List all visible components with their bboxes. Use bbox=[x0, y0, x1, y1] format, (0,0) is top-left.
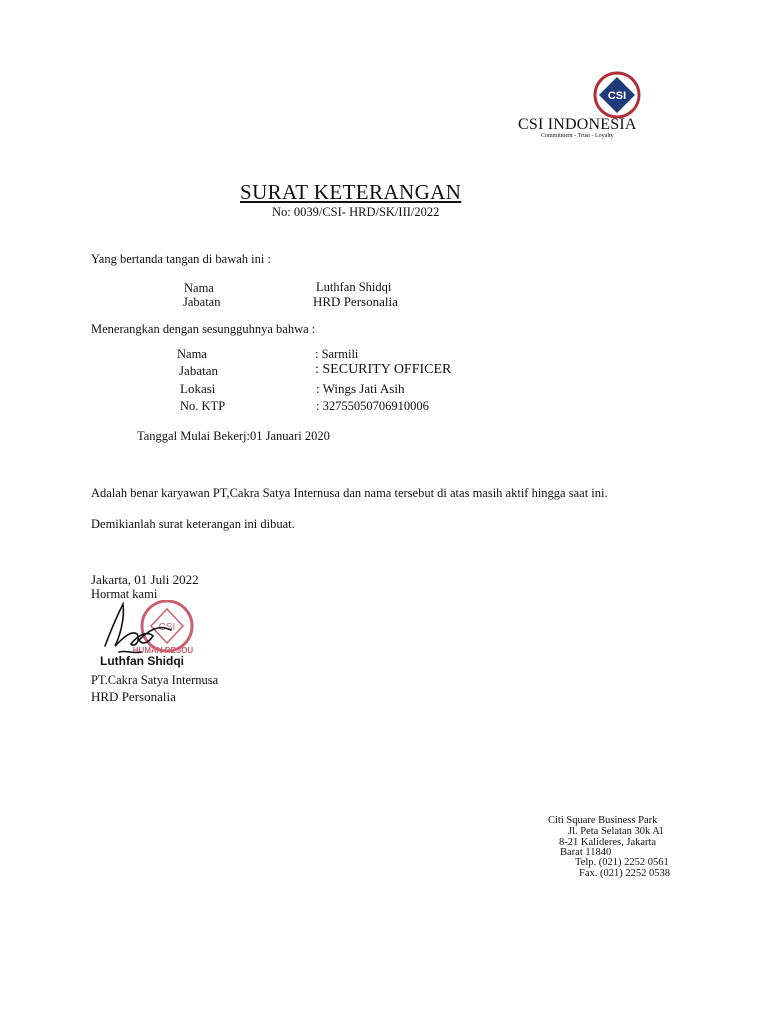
logo-text: CSI bbox=[607, 90, 627, 102]
signer-position-label: Jabatan bbox=[183, 295, 221, 309]
signature-name: Luthfan Shidqi bbox=[100, 654, 184, 668]
address-line-1: Citi Square Business Park bbox=[548, 815, 658, 826]
employee-ktp-value: : 32755050706910006 bbox=[316, 399, 429, 413]
signatory-position: HRD Personalia bbox=[91, 689, 176, 704]
signer-name-value: Luthfan Shidqi bbox=[316, 280, 392, 294]
greeting: Hormat kami bbox=[91, 587, 158, 601]
stamp-logo-text: CSI bbox=[158, 622, 176, 633]
address-line-4: Barat 11840 bbox=[560, 847, 612, 858]
company-name: CSI INDONESIA bbox=[518, 116, 637, 133]
employee-location-label: Lokasi bbox=[180, 381, 216, 396]
start-date: Tanggal Mulai Bekerj:01 Januari 2020 bbox=[137, 429, 330, 443]
phone-number: Telp. (021) 2252 0561 bbox=[575, 857, 669, 868]
letter-title: SURAT KETERANGAN bbox=[240, 180, 462, 204]
employee-name-value: : Sarmili bbox=[315, 347, 359, 361]
intro-text: Yang bertanda tangan di bawah ini : bbox=[91, 252, 271, 266]
csi-logo-icon bbox=[591, 70, 643, 120]
signer-name-label: Nama bbox=[184, 281, 214, 295]
place-date: Jakarta, 01 Juli 2022 bbox=[91, 572, 199, 587]
closing-text: Demikianlah surat keterangan ini dibuat. bbox=[91, 517, 295, 531]
employee-location-value: : Wings Jati Asih bbox=[316, 381, 405, 396]
employee-ktp-label: No. KTP bbox=[180, 399, 226, 413]
fax-number: Fax. (021) 2252 0538 bbox=[579, 868, 670, 879]
employee-position-label: Jabatan bbox=[179, 363, 218, 378]
address-line-2: Jl. Peta Selatan 30k Al bbox=[568, 826, 663, 837]
statement-text: Menerangkan dengan sesungguhnya bahwa : bbox=[91, 322, 316, 336]
company-tagline: Commitment - Trust - Loyalty bbox=[541, 133, 614, 139]
address-line-3: 8-21 Kalideres, Jakarta bbox=[559, 837, 657, 848]
stamp-caption: HUMAN RESOU bbox=[132, 646, 194, 655]
employee-position-value: : SECURITY OFFICER bbox=[315, 362, 452, 377]
letter-number: No: 0039/CSI- HRD/SK/III/2022 bbox=[272, 205, 440, 219]
signatory-company: PT.Cakra Satya Internusa bbox=[91, 673, 219, 687]
body-text: Adalah benar karyawan PT,Cakra Satya Internusa dan nama tersebut di atas masih aktif hingga saat ini. bbox=[91, 486, 608, 500]
employee-name-label: Nama bbox=[177, 347, 207, 361]
signer-position-value: HRD Personalia bbox=[313, 294, 398, 309]
